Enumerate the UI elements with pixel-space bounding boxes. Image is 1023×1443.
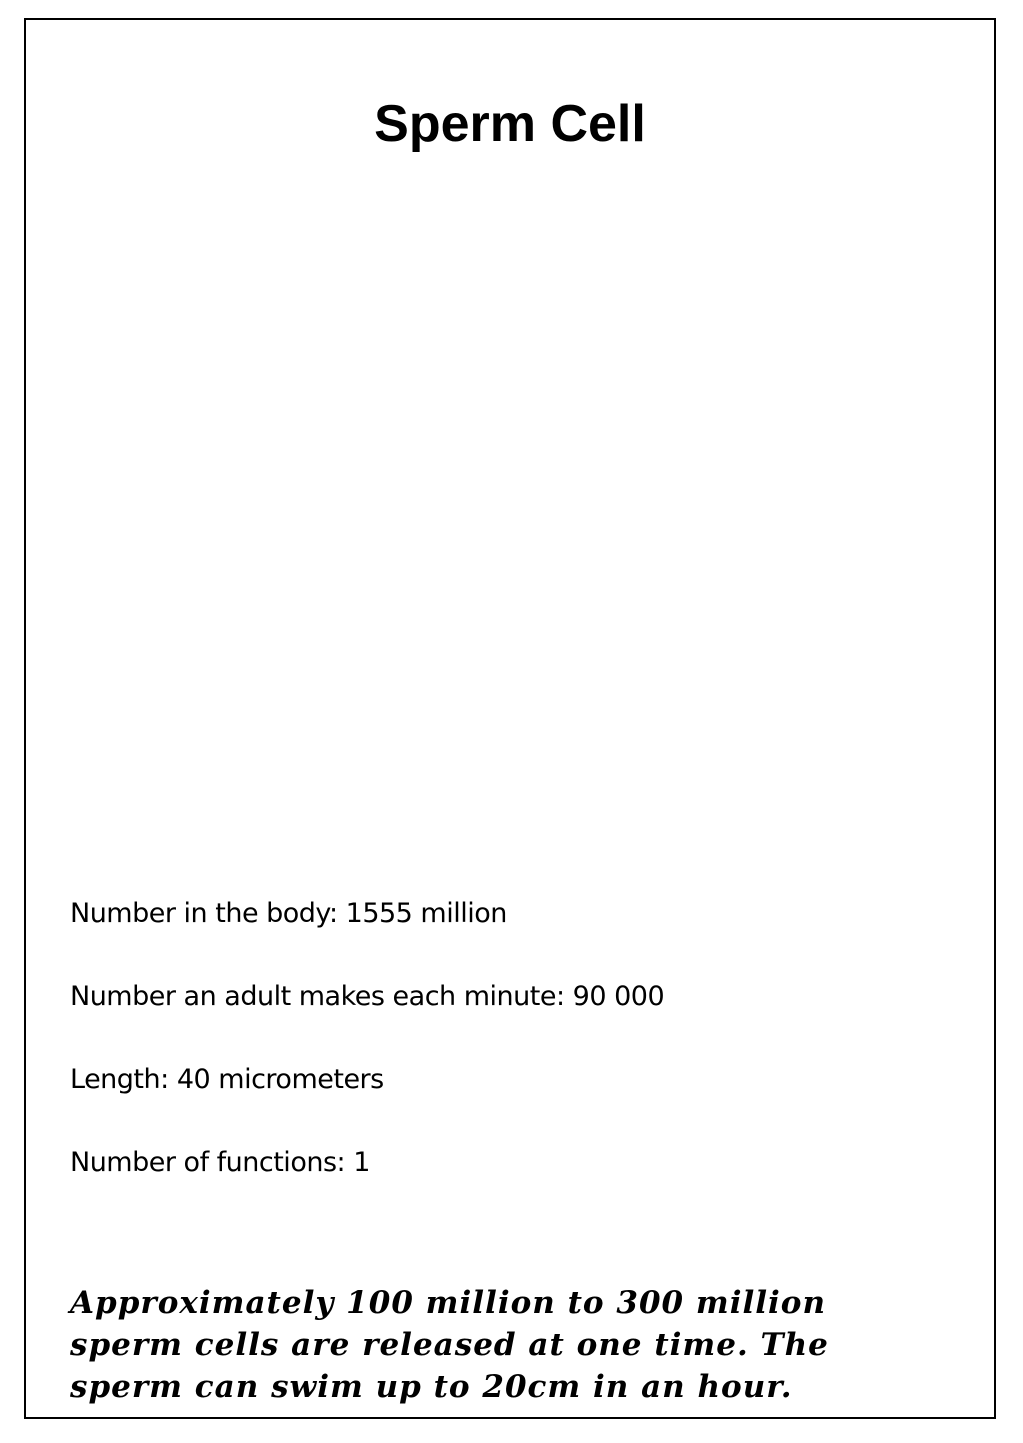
fact-made-per-minute: [70, 979, 950, 1015]
fact-number-of-functions: [70, 1145, 950, 1181]
fact-number-in-body: [70, 896, 950, 932]
fact-value: 1555 million: [345, 898, 507, 929]
fact-label: Number an adult makes each minute:: [70, 981, 565, 1012]
fact-card: [24, 18, 996, 1419]
fact-label: Length:: [70, 1064, 169, 1095]
fact-label: Number in the body:: [70, 898, 338, 929]
fact-label: Number of functions:: [70, 1147, 346, 1178]
card-title: Sperm Cell: [374, 95, 646, 153]
facts-list: [70, 896, 950, 1228]
fact-value: 90 000: [572, 981, 665, 1012]
fun-fact-note: Approximately 100 million to 300 million sperm cells are released at one time. The sperm can swim up to 20cm in an hour.: [70, 1285, 829, 1405]
illustration-area: [70, 190, 950, 870]
fact-length: [70, 1062, 950, 1098]
fact-value: 1: [353, 1147, 370, 1178]
fact-value: 40 micrometers: [176, 1064, 384, 1095]
